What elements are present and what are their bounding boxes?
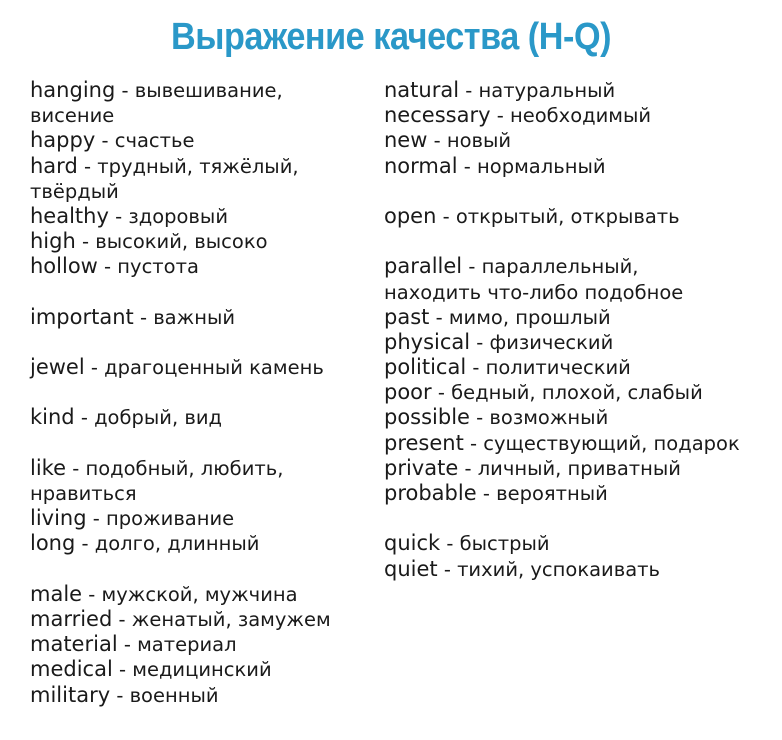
- english-word: open: [384, 203, 437, 228]
- separator: -: [112, 658, 133, 682]
- english-word: hanging: [30, 78, 116, 102]
- separator: -: [84, 356, 105, 380]
- vocab-line: [384, 557, 776, 582]
- separator: -: [457, 154, 478, 178]
- separator: -: [86, 507, 107, 531]
- russian-translation: находить что-либо подобное: [384, 280, 684, 304]
- separator: -: [75, 230, 96, 254]
- left-word-column: [30, 78, 370, 708]
- separator: -: [133, 305, 154, 329]
- vocab-line: [30, 179, 370, 204]
- english-word: medical: [30, 657, 113, 682]
- russian-translation: быстрый: [459, 532, 550, 556]
- russian-translation: счастье: [114, 129, 195, 153]
- russian-translation: мимо, прошлый: [448, 305, 611, 329]
- vocab-line: [30, 456, 370, 481]
- vocab-line: [30, 481, 370, 506]
- vocab-line: [384, 405, 776, 430]
- vocab-line: [384, 355, 776, 380]
- russian-translation: драгоценный камень: [104, 356, 324, 380]
- vocab-line: [30, 128, 370, 153]
- english-word: hollow: [30, 254, 98, 279]
- russian-translation: проживание: [106, 507, 235, 531]
- english-word: jewel: [30, 355, 85, 380]
- separator: -: [459, 79, 479, 102]
- separator: -: [75, 532, 95, 556]
- russian-translation: вероятный: [496, 482, 608, 505]
- english-word: quick: [384, 531, 441, 556]
- right-word-column: [384, 78, 776, 582]
- spacer: [384, 506, 776, 531]
- russian-translation: женатый, замужем: [131, 607, 331, 631]
- russian-translation: вывешивание,: [134, 79, 283, 102]
- russian-translation: важный: [153, 305, 236, 329]
- english-word: possible: [384, 405, 470, 430]
- vocab-line: [384, 481, 776, 506]
- vocab-line: [30, 506, 370, 531]
- vocab-line: [30, 254, 370, 279]
- russian-translation: мужской, мужчина: [101, 582, 298, 606]
- english-word: probable: [384, 481, 477, 505]
- vocab-line: [30, 229, 370, 254]
- vocab-line: [384, 128, 776, 153]
- spacer: [30, 431, 370, 456]
- russian-translation: открытый, открывать: [455, 204, 680, 228]
- english-word: political: [384, 355, 467, 380]
- russian-translation: материал: [137, 633, 237, 657]
- vocab-line: [384, 204, 776, 229]
- spacer: [384, 229, 776, 254]
- russian-translation: медицинский: [132, 658, 272, 682]
- english-word: hard: [30, 153, 78, 178]
- russian-translation: личный, приватный: [477, 456, 681, 480]
- vocab-line: [384, 103, 776, 128]
- separator: -: [108, 204, 129, 228]
- separator: -: [95, 129, 115, 153]
- english-word: long: [30, 531, 76, 556]
- russian-translation: нравиться: [30, 482, 137, 505]
- separator: -: [97, 255, 118, 279]
- english-word: private: [384, 455, 459, 480]
- separator: -: [74, 406, 95, 430]
- english-word: married: [30, 606, 113, 631]
- russian-translation: долго, длинный: [94, 532, 260, 556]
- english-word: healthy: [30, 203, 109, 228]
- separator: -: [490, 104, 510, 128]
- spacer: [384, 179, 776, 204]
- vocab-line: [30, 103, 370, 128]
- vocab-line: [30, 607, 370, 632]
- english-word: present: [384, 430, 464, 455]
- separator: -: [470, 330, 490, 354]
- separator: -: [436, 204, 456, 228]
- separator: -: [66, 456, 86, 480]
- english-word: important: [30, 304, 134, 329]
- separator: -: [476, 482, 497, 505]
- vocab-line: [30, 582, 370, 607]
- vocab-line: [384, 280, 776, 305]
- separator: -: [115, 79, 135, 102]
- vocab-line: [384, 531, 776, 556]
- separator: -: [440, 532, 460, 556]
- page-title: Выражение качества (H-Q): [170, 16, 612, 58]
- vocab-line: [384, 456, 776, 481]
- russian-translation: политический: [485, 356, 631, 380]
- vocab-line: [384, 254, 776, 279]
- separator: -: [82, 582, 102, 606]
- english-word: material: [30, 632, 118, 657]
- separator: -: [431, 381, 452, 405]
- russian-translation: добрый, вид: [94, 406, 223, 430]
- russian-translation: военный: [129, 683, 219, 707]
- english-word: normal: [384, 153, 458, 178]
- vocab-line: [384, 330, 776, 355]
- english-word: past: [384, 304, 430, 329]
- english-word: quiet: [384, 556, 438, 581]
- spacer: [30, 380, 370, 405]
- english-word: parallel: [384, 254, 463, 279]
- separator: -: [427, 129, 447, 153]
- russian-translation: натуральный: [478, 79, 616, 102]
- russian-translation: трудный, тяжёлый,: [97, 154, 299, 178]
- russian-translation: твёрдый: [30, 179, 119, 203]
- russian-translation: возможный: [489, 406, 609, 430]
- russian-translation: подобный, любить,: [85, 456, 284, 480]
- vocab-line: [30, 154, 370, 179]
- vocab-line: [30, 632, 370, 657]
- english-word: living: [30, 506, 87, 531]
- vocab-line: [30, 683, 370, 708]
- vocab-line: [30, 355, 370, 380]
- russian-translation: необходимый: [509, 104, 652, 128]
- english-word: military: [30, 682, 111, 707]
- english-word: natural: [384, 78, 460, 102]
- spacer: [30, 280, 370, 305]
- vocab-line: [384, 380, 776, 405]
- separator: -: [112, 607, 132, 631]
- russian-translation: тихий, успокаивать: [457, 557, 661, 581]
- russian-translation: бедный, плохой, слабый: [451, 381, 703, 405]
- separator: -: [110, 683, 130, 707]
- spacer: [30, 557, 370, 582]
- separator: -: [458, 456, 478, 480]
- english-word: kind: [30, 405, 75, 430]
- separator: -: [77, 154, 98, 178]
- english-word: poor: [384, 380, 432, 405]
- russian-translation: параллельный,: [481, 255, 639, 279]
- english-word: necessary: [384, 103, 491, 128]
- russian-translation: здоровый: [128, 204, 228, 228]
- separator: -: [429, 305, 449, 329]
- vocab-line: [384, 78, 776, 103]
- russian-translation: новый: [446, 129, 512, 153]
- russian-translation: висение: [30, 104, 115, 128]
- english-word: male: [30, 581, 83, 606]
- vocab-line: [30, 531, 370, 556]
- separator: -: [437, 557, 458, 581]
- english-word: like: [30, 455, 67, 480]
- english-word: new: [384, 128, 428, 153]
- russian-translation: высокий, высоко: [95, 230, 268, 254]
- vocab-line: [30, 78, 370, 103]
- separator: -: [469, 406, 490, 430]
- russian-translation: пустота: [117, 255, 199, 279]
- english-word: happy: [30, 128, 96, 153]
- russian-translation: существующий, подарок: [483, 431, 740, 455]
- vocab-line: [30, 405, 370, 430]
- russian-translation: физический: [489, 330, 614, 354]
- separator: -: [463, 431, 484, 455]
- russian-translation: нормальный: [477, 154, 606, 178]
- separator: -: [462, 255, 482, 279]
- vocab-line: [30, 204, 370, 229]
- english-word: physical: [384, 329, 471, 354]
- vocab-line: [384, 154, 776, 179]
- spacer: [30, 330, 370, 355]
- vocab-line: [384, 305, 776, 330]
- vocab-line: [384, 431, 776, 456]
- separator: -: [466, 356, 486, 380]
- separator: -: [117, 633, 138, 657]
- vocab-line: [30, 305, 370, 330]
- english-word: high: [30, 229, 76, 254]
- vocab-line: [30, 657, 370, 682]
